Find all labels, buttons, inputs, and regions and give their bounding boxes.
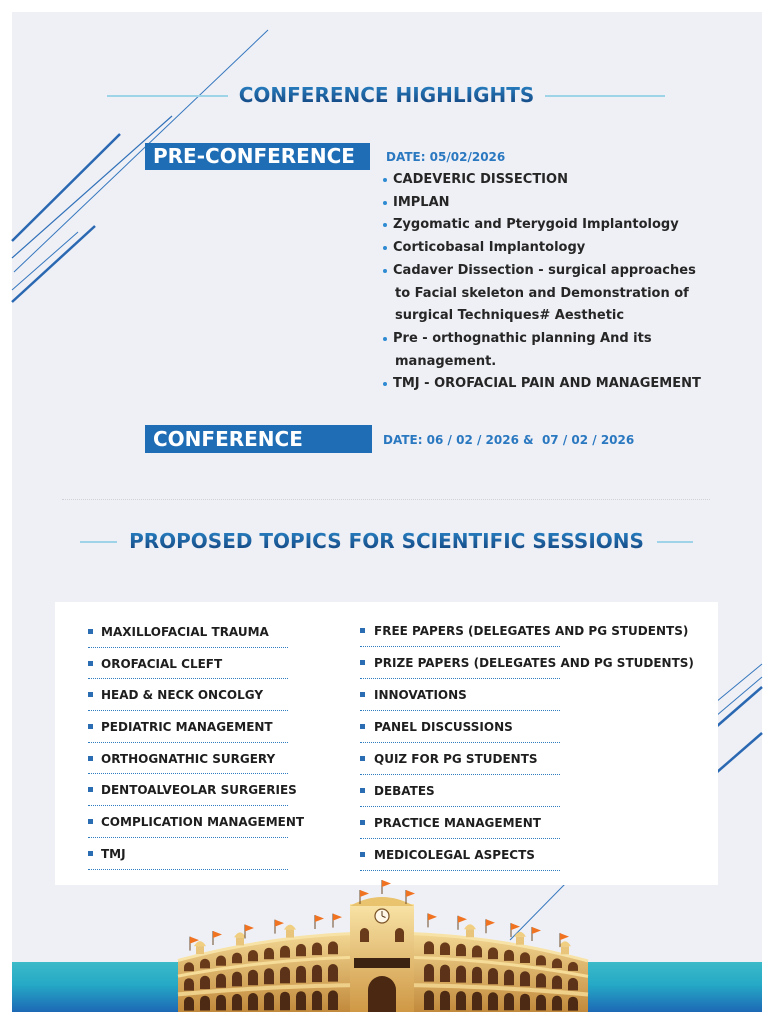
building-arch (280, 992, 290, 1011)
conference-date: DATE: 06 / 02 / 2026 & 07 / 02 / 2026 (383, 433, 635, 447)
flag-icon (458, 916, 467, 923)
sign-board (354, 958, 410, 968)
building-arch (312, 991, 322, 1010)
list-item (381, 237, 721, 260)
list-item-text: surgical Techniques# Aesthetic (395, 308, 625, 324)
flag-icon (213, 931, 222, 938)
square-bullet-icon (360, 628, 365, 633)
list-item (381, 373, 721, 396)
building-arch (248, 993, 258, 1010)
building-arch (520, 952, 530, 963)
building-arch (552, 958, 562, 968)
topic-text: PRACTICE MANAGEMENT (374, 816, 541, 830)
topic-item (360, 839, 705, 871)
list-item-text: IMPLAN (393, 194, 450, 210)
building-arch (264, 948, 274, 960)
building-arch (328, 964, 338, 982)
topic-item (360, 711, 705, 743)
roof-pavilion (236, 937, 244, 945)
flag-icon (428, 913, 437, 920)
building-arch (280, 946, 290, 958)
building-arch (216, 974, 226, 988)
building-arch (520, 971, 530, 986)
topic-text: COMPLICATION MANAGEMENT (101, 815, 305, 830)
bullet-icon (383, 246, 387, 250)
building-arch (440, 965, 450, 982)
diagonal-line (12, 226, 95, 302)
flag-icon (560, 933, 569, 940)
list-item-text: to Facial skeleton and Demonstration of (395, 285, 689, 301)
main-gate-arch (368, 976, 396, 1012)
building-arch (472, 992, 482, 1011)
topic-item (360, 615, 705, 647)
topic-text: QUIZ FOR PG STUDENTS (374, 752, 538, 766)
roof-pavilion (196, 946, 204, 954)
square-bullet-icon (360, 724, 365, 729)
topic-text: FREE PAPERS (DELEGATES AND PG STUDENTS) (374, 624, 689, 638)
flag-icon (486, 919, 495, 926)
bullet-icon (383, 223, 387, 227)
flag-icon (333, 914, 342, 921)
list-item-text: TMJ - OROFACIAL PAIN AND MANAGEMENT (393, 376, 701, 392)
conference-label: CONFERENCE (145, 425, 372, 453)
section-divider (62, 499, 710, 500)
building-arch (504, 993, 514, 1010)
roof-pavilion (516, 937, 524, 945)
topic-item (360, 743, 705, 775)
square-bullet-icon (88, 819, 93, 824)
building-arch (472, 945, 482, 957)
roof-dome (559, 941, 571, 946)
list-item-text: Zygomatic and Pterygoid Implantology (393, 217, 679, 233)
topic-text: INNOVATIONS (374, 688, 467, 702)
list-item-text: CADEVERIC DISSECTION (393, 172, 568, 187)
bullet-icon (383, 269, 387, 273)
building-arch (248, 950, 258, 961)
building-arch (264, 968, 274, 984)
topic-text: MAXILLOFACIAL TRAUMA (101, 625, 269, 639)
diagonal-line (716, 687, 762, 727)
building-arch (456, 966, 466, 983)
topic-text: PANEL DISCUSSIONS (374, 720, 513, 734)
building-arch (200, 976, 210, 989)
square-bullet-icon (360, 660, 365, 665)
building-arch (488, 968, 498, 984)
building-arch (488, 947, 498, 959)
flag-icon (532, 927, 541, 934)
diagonal-line (12, 232, 78, 290)
flag-icon (245, 925, 254, 932)
topic-text: DENTOALVEOLAR SURGERIES (101, 783, 297, 798)
square-bullet-icon (88, 724, 93, 729)
highlights-title-text: CONFERENCE HIGHLIGHTS (238, 83, 535, 107)
roof-dome (464, 924, 476, 929)
diagonal-line (12, 116, 172, 258)
diagonal-line (12, 134, 120, 241)
topic-item (360, 775, 705, 807)
topic-item (360, 679, 705, 711)
dotted-underline (88, 869, 288, 870)
roof-pavilion (466, 929, 474, 937)
building-arch (520, 994, 530, 1011)
flag-icon (511, 923, 520, 930)
topic-text: TMJ (101, 846, 126, 861)
building-arch (568, 997, 578, 1011)
list-item (381, 328, 721, 373)
roof-pavilion (561, 946, 569, 954)
pre-conference-label: PRE-CONFERENCE (145, 143, 370, 170)
square-bullet-icon (360, 692, 365, 697)
square-bullet-icon (360, 756, 365, 761)
bullet-icon (383, 337, 387, 341)
building-arch (184, 997, 194, 1011)
square-bullet-icon (88, 661, 93, 666)
topic-text: DEBATES (374, 784, 435, 798)
building-arch (504, 950, 514, 961)
topic-text: HEAD & NECK ONCOLGY (101, 688, 264, 703)
building-arch (504, 970, 514, 986)
list-item-text: management. (395, 353, 497, 369)
square-bullet-icon (360, 820, 365, 825)
topic-item (360, 647, 705, 679)
highlights-title (0, 83, 773, 107)
topic-text: OROFACIAL CLEFT (101, 656, 223, 671)
list-item (381, 192, 721, 215)
dotted-underline (360, 870, 560, 871)
list-item-text: Pre - orthognathic planning And its (393, 330, 652, 346)
building-arch (248, 970, 258, 986)
building-arch (488, 992, 498, 1010)
building-illustration (170, 880, 600, 1012)
building-arch (552, 976, 562, 989)
tower-window (360, 928, 369, 942)
building-arch (200, 959, 210, 969)
building-arch (200, 996, 210, 1011)
building-arch (552, 996, 562, 1011)
list-item (381, 260, 721, 328)
building-arch (424, 941, 434, 954)
building-arch (216, 995, 226, 1011)
building-arch (232, 972, 242, 987)
flag-icon (360, 890, 369, 897)
bullet-icon (383, 178, 387, 182)
building-arch (184, 978, 194, 990)
square-bullet-icon (88, 629, 93, 634)
topic-text: ORTHOGNATHIC SURGERY (101, 751, 276, 766)
square-bullet-icon (88, 787, 93, 792)
building-arch (232, 953, 242, 964)
square-bullet-icon (88, 692, 93, 697)
building-arch (328, 990, 338, 1010)
roof-dome (234, 932, 246, 937)
list-item-text: Cadaver Dissection - surgical approaches (393, 262, 696, 278)
topic-text: PRIZE PAPERS (DELEGATES AND PG STUDENTS) (374, 656, 694, 670)
building-arch (264, 992, 274, 1010)
list-item (381, 169, 721, 192)
topic-text: PEDIATRIC MANAGEMENT (101, 720, 273, 735)
list-item (381, 214, 721, 237)
flag-icon (382, 880, 391, 887)
building-arch (216, 956, 226, 966)
bullet-icon (383, 382, 387, 386)
building-arch (440, 942, 450, 955)
topics-title-text: PROPOSED TOPICS FOR SCIENTIFIC SESSIONS (129, 529, 644, 553)
building-arch (456, 991, 466, 1010)
pre-conference-date: DATE: 05/02/2026 (386, 150, 506, 164)
building-arch (328, 941, 338, 954)
building-arch (232, 994, 242, 1011)
building-arch (536, 973, 546, 987)
bullet-icon (383, 201, 387, 205)
topics-title (0, 529, 773, 553)
building-arch (312, 965, 322, 982)
flag-icon (315, 915, 324, 922)
tower-window (395, 928, 404, 942)
pre-conference-topic-list (381, 169, 721, 396)
square-bullet-icon (88, 851, 93, 856)
flag-icon (406, 890, 415, 897)
topic-item (360, 807, 705, 839)
building-arch (296, 991, 306, 1010)
square-bullet-icon (360, 852, 365, 857)
building-arch (472, 967, 482, 984)
building-arch (536, 955, 546, 965)
building-arch (280, 967, 290, 984)
square-bullet-icon (360, 788, 365, 793)
building-arch (536, 995, 546, 1011)
building-arch (424, 964, 434, 982)
building-arch (296, 966, 306, 983)
building-arch (296, 944, 306, 956)
building-arch (568, 978, 578, 991)
roof-pavilion (286, 930, 294, 938)
diagonal-line (716, 733, 762, 773)
building-arch (424, 990, 434, 1010)
list-item-text: Corticobasal Implantology (393, 240, 586, 256)
roof-dome (284, 925, 296, 930)
roof-dome (194, 941, 206, 946)
building-arch (440, 991, 450, 1010)
square-bullet-icon (88, 756, 93, 761)
building-arch (456, 944, 466, 956)
topic-text: MEDICOLEGAL ASPECTS (374, 848, 535, 862)
roof-dome (514, 932, 526, 937)
building-tower (350, 897, 414, 1012)
building-arch (312, 943, 322, 956)
topics-column-right (360, 615, 705, 871)
flag-icon (275, 920, 284, 927)
